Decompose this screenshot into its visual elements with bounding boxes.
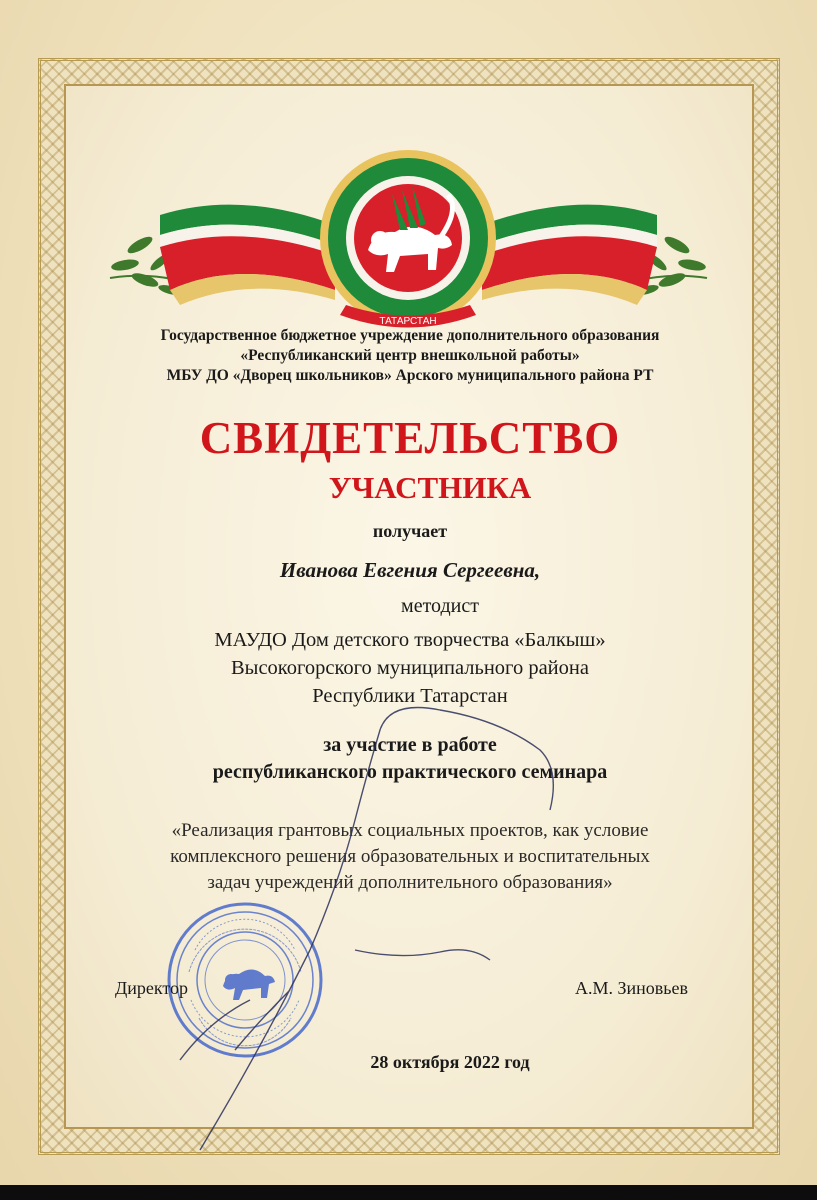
stamp-leopard-icon: [223, 969, 275, 1000]
participation-purpose: [70, 732, 750, 786]
organization-line: Государственное бюджетное учреждение дополнительного образования: [160, 327, 660, 344]
emblem-ribbon-text: ТАТАРСТАН: [379, 316, 437, 327]
institution-line: Высокогорского муниципального района: [231, 657, 589, 679]
tatarstan-emblem: [100, 150, 717, 330]
recipient-name: Иванова Евгения Сергеевна,: [279, 558, 541, 582]
institution-line: Республики Татарстан: [312, 685, 508, 707]
director-label: Директор: [115, 978, 189, 998]
institution-line: МАУДО Дом детского творчества «Балкыш»: [214, 629, 606, 651]
topic-line: задач учреждений дополнительного образования»: [207, 872, 613, 893]
organization-line: «Республиканский центр внешкольной работы»: [240, 347, 580, 364]
certificate-subtitle: УЧАСТНИКА: [328, 470, 532, 505]
organization-block: [70, 326, 750, 386]
topic-line: комплексного решения образовательных и воспитательных: [170, 846, 650, 867]
issue-date: 28 октября 2022 год: [370, 1052, 530, 1072]
recipient-position: методист: [401, 595, 479, 617]
purpose-line: республиканского практического семинара: [212, 761, 608, 783]
screen-bottom-bar: [0, 1185, 817, 1200]
certificate-title: СВИДЕТЕЛЬСТВО: [199, 413, 621, 463]
receives-label: получает: [372, 521, 448, 541]
purpose-line: за участие в работе: [323, 734, 497, 756]
official-stamp: [165, 900, 325, 1060]
director-name: А.М. Зиновьев: [575, 978, 688, 998]
topic-line: «Реализация грантовых социальных проектов, как условие: [171, 820, 649, 841]
recipient-institution: [70, 626, 750, 710]
seminar-topic: [70, 818, 750, 896]
organization-line: МБУ ДО «Дворец школьников» Арского муниципального района РТ: [166, 367, 654, 384]
